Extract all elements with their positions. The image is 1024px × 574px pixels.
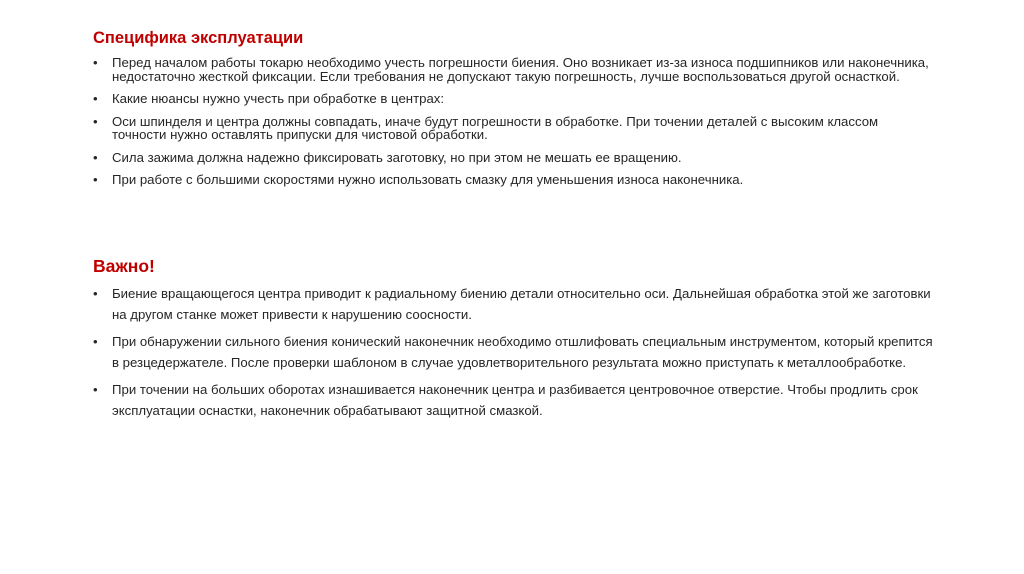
bullet-list [93,284,933,421]
list-item-text: Перед началом работы токарю необходимо учесть погрешности биения. Оно возникает из-за износа подшипников или наконечника, недостаточно жесткой фиксации. Если требования не допускают такую погрешность, лучше воспользоваться другой оснасткой. [112,55,929,84]
bullet-icon: • [93,149,98,165]
list-item [93,284,933,325]
list-item [93,380,933,421]
list-item [93,173,933,187]
section-heading: Важно! [93,256,155,276]
list-item-text: При работе с большими скоростями нужно использовать смазку для уменьшения износа наконечника. [112,172,744,187]
list-item [93,115,933,142]
bullet-icon: • [93,334,98,349]
list-item-text: Биение вращающегося центра приводит к радиальному биению детали относительно оси. Дальнейшая обработка этой же заготовки на другом станке может привести к нарушению соосности. [112,286,931,322]
bullet-icon: • [93,55,98,70]
bullet-icon: • [93,113,98,129]
bullet-icon: • [93,91,98,106]
list-item [93,92,933,106]
list-item [93,151,933,165]
bullet-icon: • [93,286,98,301]
list-item-text: Сила зажима должна надежно фиксировать заготовку, но при этом не мешать ее вращению. [112,149,682,165]
section-important [93,256,933,428]
section-heading: Специфика эксплуатации [93,29,304,47]
bullet-icon: • [93,382,98,397]
list-item-text: Оси шпинделя и центра должны совпадать, иначе будут погрешности в обработке. При точении деталей с высоким классом точности нужно оставлять припуски для чистовой обработки. [112,113,879,142]
list-item-text: При обнаружении сильного биения конический наконечник необходимо отшлифовать специальным инструментом, который крепится в резцедержателе. После проверки шаблоном в случае удовлетворительного результата можно приступать к металлообработке. [112,334,933,370]
list-item [93,56,933,83]
bullet-icon: • [93,172,98,187]
list-item-text: При точении на больших оборотах изнашивается наконечник центра и разбивается центровочное отверстие. Чтобы продлить срок эксплуатации оснастки, наконечник обрабатывают защитной смазкой. [112,382,918,418]
bullet-list [93,56,933,187]
list-item [93,332,933,373]
list-item-text: Какие нюансы нужно учесть при обработке в центрах: [112,91,445,106]
section-operation-specifics [93,28,933,196]
